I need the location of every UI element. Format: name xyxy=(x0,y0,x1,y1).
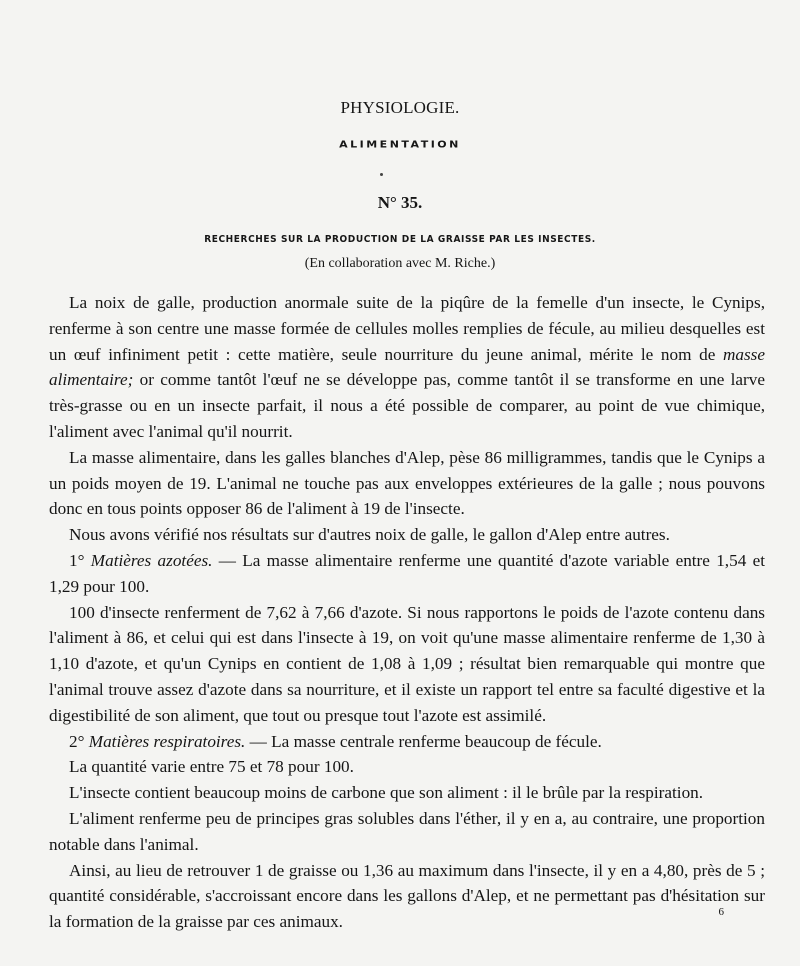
paragraph: La masse alimentaire, dans les galles blanches d'Alep, pèse 86 milligrammes, tandis que le Cynips a un poids moyen de 19. L'animal ne touche pas aux enveloppes extérieures de la galle ; nous pouvons donc en tous points opposer 86 de l'aliment à 19 de l'insecte. xyxy=(49,447,765,519)
paragraph: 1° Matières azotées. — La masse alimentaire renferme une quantité d'azote variable entre 1,54 et 1,29 pour 100. xyxy=(49,550,765,596)
paragraph: La quantité varie entre 75 et 78 pour 100. xyxy=(69,757,354,777)
emphasis: Matières azotées. xyxy=(90,550,213,570)
article-title: RECHERCHES SUR LA PRODUCTION DE LA GRAISSE PAR LES INSECTES. xyxy=(204,234,596,245)
page-number: 6 xyxy=(718,906,724,918)
ornament-dot xyxy=(380,173,383,176)
article-body xyxy=(49,290,765,935)
paragraph: 2° Matières respiratoires. — La masse centrale renferme beaucoup de fécule. xyxy=(69,731,602,751)
subsection-heading: ALIMENTATION xyxy=(339,138,461,151)
section-heading: PHYSIOLOGIE. xyxy=(340,98,460,117)
paragraph: Nous avons vérifié nos résultats sur d'autres noix de galle, le gallon d'Alep entre autres. xyxy=(69,525,670,545)
paragraph: 100 d'insecte renferment de 7,62 à 7,66 d'azote. Si nous rapportons le poids de l'azote contenu dans l'aliment à 86, et celui qui est dans l'insecte à 19, on voit qu'une masse alimentaire renferme de 1,30 à 1,10 d'azote, et qu'un Cynips en contient de 1,08 à 1,09 ; résultat bien remarquable qui montre que l'animal trouve assez d'azote dans sa nourriture, et il existe un rapport tel entre sa faculté digestive et la digestibilité de son aliment, que tout ou presque tout l'azote est assimilé. xyxy=(49,602,765,725)
paragraph: Ainsi, au lieu de retrouver 1 de graisse ou 1,36 au maximum dans l'insecte, il y en a 4,80, près de 5 ; quantité considérable, s'accroissant encore dans les gallons d'Alep, et ne permettant pas d'hésitation sur la formation de la graisse par ces animaux. xyxy=(49,860,765,932)
paragraph: L'aliment renferme peu de principes gras solubles dans l'éther, il y en a, au contraire, une proportion notable dans l'animal. xyxy=(49,808,765,854)
emphasis: Matières respiratoires. xyxy=(88,731,246,751)
paragraph: L'insecte contient beaucoup moins de carbone que son aliment : il le brûle par la respiration. xyxy=(69,783,704,803)
emphasis: masse alimentaire; xyxy=(49,344,765,390)
article-number: N° 35. xyxy=(377,193,423,212)
article-collaboration: (En collaboration avec M. Riche.) xyxy=(304,256,496,271)
paragraph: La noix de galle, production anormale suite de la piqûre de la femelle d'un insecte, le Cynips, renferme à son centre une masse formée de cellules molles remplies de fécule, au milieu desquelles est un œuf infiniment petit : cette matière, seule nourriture du jeune animal, mérite le nom de masse alimentaire; or comme tantôt l'œuf ne se développe pas, comme tantôt il se transforme en une larve très-grasse ou en un insecte parfait, il nous a été possible de comparer, au point de vue chimique, l'aliment avec l'animal qu'il nourrit. xyxy=(49,293,765,441)
